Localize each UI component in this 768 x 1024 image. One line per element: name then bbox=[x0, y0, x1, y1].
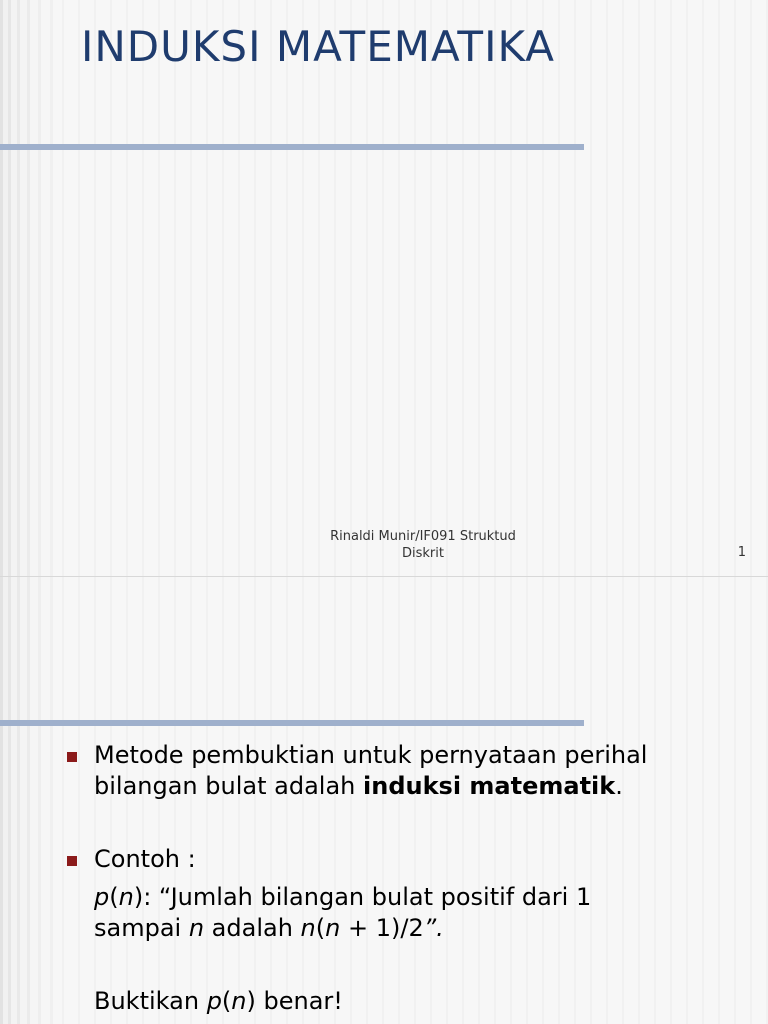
example-line-1 bbox=[94, 882, 702, 913]
bullet-1-text-line-1: Metode pembuktian untuk pernyataan perihal bbox=[94, 741, 648, 769]
example-statement: ): “Jumlah bilangan bulat positif dari 1 bbox=[133, 883, 592, 911]
bullet-1-bold-term: induksi matematik bbox=[363, 772, 616, 800]
example-line-2-rest: + 1)/2 bbox=[340, 914, 424, 942]
top-divider bbox=[0, 720, 584, 726]
example-line-2-prefix: sampai bbox=[94, 914, 189, 942]
example-line-2-n1: n bbox=[188, 914, 205, 942]
example-line-2-quote: ”. bbox=[423, 914, 444, 942]
prove-p: p bbox=[206, 987, 222, 1015]
bullet-1-line-2 bbox=[94, 771, 702, 802]
example-open-paren: ( bbox=[109, 883, 119, 911]
prove-open: ( bbox=[221, 987, 232, 1015]
example-line-2-mid: adalah bbox=[204, 914, 301, 942]
bullet-1-line-1 bbox=[94, 740, 702, 771]
title-divider bbox=[0, 144, 584, 150]
slide-2 bbox=[0, 577, 768, 1024]
prove-prefix: Buktikan bbox=[94, 987, 207, 1015]
example-line-2-n2: n bbox=[300, 914, 316, 942]
slide-footer bbox=[312, 528, 534, 562]
prove-line bbox=[94, 986, 702, 1017]
page-number: 1 bbox=[737, 545, 746, 560]
prove-suffix: ) benar! bbox=[246, 987, 343, 1015]
example-n: n bbox=[118, 883, 134, 911]
bullet-square-icon bbox=[67, 752, 77, 762]
prove-n: n bbox=[231, 987, 247, 1015]
slide-title: INDUKSI MATEMATIKA bbox=[81, 22, 556, 71]
example-line-2-n3: n bbox=[325, 914, 341, 942]
footer-line-1: Rinaldi Munir/IF091 Struktud bbox=[330, 529, 516, 544]
footer-line-2: Diskrit bbox=[402, 546, 444, 561]
bullet-1-text-prefix: bilangan bulat adalah bbox=[94, 772, 363, 800]
bullet-square-icon bbox=[67, 856, 77, 866]
bullet-1-text-suffix: . bbox=[615, 772, 623, 800]
example-line-2-open: ( bbox=[315, 914, 326, 942]
bullet-2-label bbox=[94, 844, 702, 875]
example-line-2 bbox=[94, 913, 702, 944]
bullet-2-label-text: Contoh : bbox=[94, 845, 196, 873]
example-p: p bbox=[94, 883, 110, 911]
